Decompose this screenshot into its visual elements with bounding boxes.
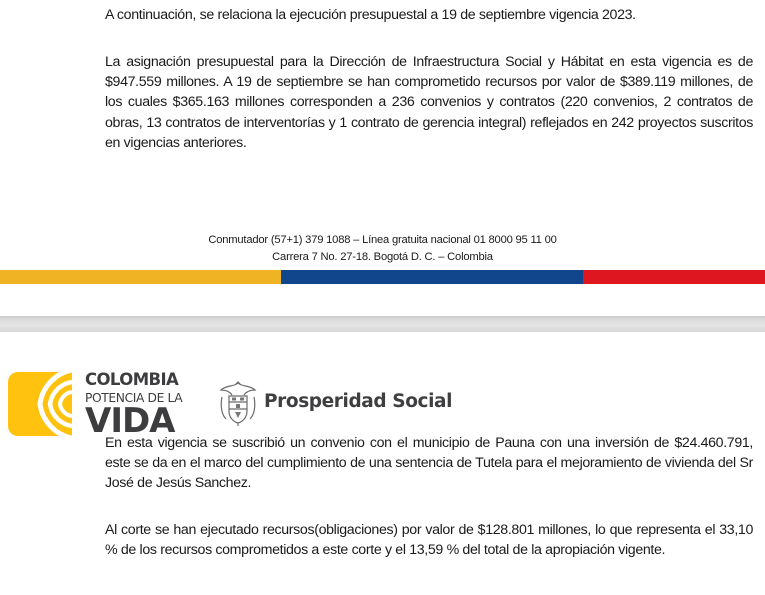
budget-intro-paragraph: A continuación, se relaciona la ejecución presupuestal a 19 de septiembre vigencia 2023. [105, 7, 636, 23]
logo-line-colombia: COLOMBIA [85, 370, 179, 389]
colombia-potencia-vida-wordmark [85, 370, 183, 441]
colombia-potencia-vida-logo-icon [8, 372, 72, 436]
page-separator [0, 316, 765, 332]
pauna-agreement-paragraph: En esta vigencia se suscribió un convenio con el municipio de Pauna con una inversión de $24.460.791, este se da en el marco del cumplimiento de una sentencia de Tutela para el mejoramiento de vivienda del Sr José de Jesús Sanchez. [105, 435, 753, 492]
coat-of-arms-icon [218, 381, 258, 427]
flag-bar-yellow [0, 270, 281, 284]
flag-bar-blue [281, 270, 583, 284]
footer-contact-line: Conmutador (57+1) 379 1088 – Línea gratuita nacional 01 8000 95 11 00 [208, 234, 557, 246]
budget-allocation-paragraph: La asignación presupuestal para la Dirección de Infraestructura Social y Hábitat en esta vigencia es de $947.559 millones. A 19 de septiembre se han comprometido recursos por valor de $389.119 millones, de los cuales $365.163 millones corresponden a 236 convenios y contratos (220 convenios, 2 contratos de obras, 13 contratos de interventorías y 1 contrato de gerencia integral) reflejados en 242 proyectos suscritos en vigencias anteriores. [105, 54, 753, 151]
execution-summary-paragraph: Al corte se han ejecutado recursos(obligaciones) por valor de $128.801 millones, lo que representa el 33,10 % de los recursos comprometidos a este corte y el 13,59 % del total de la apropiación vigente. [105, 522, 753, 559]
logo-line-potencia: POTENCIA DE LA [85, 391, 183, 405]
footer-address-line: Carrera 7 No. 27-18. Bogotá D. C. – Colombia [272, 251, 493, 263]
flag-bar-red [583, 270, 765, 284]
prosperidad-social-wordmark: Prosperidad Social [264, 391, 453, 412]
logo-line-vida: VIDA [85, 401, 175, 441]
